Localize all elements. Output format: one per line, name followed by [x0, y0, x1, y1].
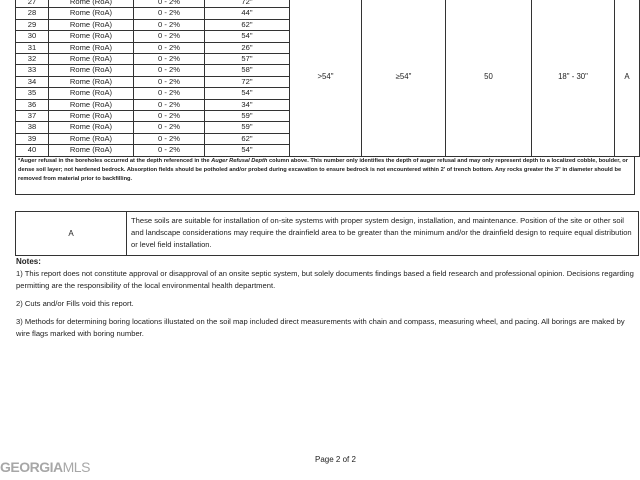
slope-cell: 0 - 2% — [134, 99, 205, 110]
refusal-depth-cell: 62" — [205, 133, 290, 144]
boring-number-cell: 34 — [16, 76, 49, 87]
soil-type-cell: Rome (RoA) — [49, 111, 134, 122]
slope-cell: 0 - 2% — [134, 133, 205, 144]
soil-type-cell: Rome (RoA) — [49, 88, 134, 99]
suitability-rating-table — [15, 211, 639, 256]
soil-type-cell: Rome (RoA) — [49, 133, 134, 144]
soil-type-cell: Rome (RoA) — [49, 0, 134, 8]
rating-grade: A — [16, 212, 127, 255]
refusal-depth-cell: 54" — [205, 145, 290, 156]
footnote-rest: column above. This number only identifies the depth of auger refusal and may only represent depth to a localized cobble, boulder, or dense soil layer; not hardened bedrock. Absorption fields should be potholed and/or probed during excavation to ensure bedrock is not encountered within 2' of trench bottom. Any rocks greater the 3" in diameter should be removed from material prior to backfilling. — [18, 158, 628, 182]
refusal-depth-cell: 26" — [205, 42, 290, 53]
refusal-depth-cell: 54" — [205, 88, 290, 99]
boring-table — [15, 0, 640, 157]
slope-cell: 0 - 2% — [134, 31, 205, 42]
notes-title: Notes: — [16, 257, 41, 266]
slope-cell: 0 - 2% — [134, 54, 205, 65]
refusal-depth-cell: 72" — [205, 76, 290, 87]
refusal-depth-cell: 59" — [205, 111, 290, 122]
merged-col6-cell: ≥54" — [362, 0, 446, 156]
soil-type-cell: Rome (RoA) — [49, 99, 134, 110]
soil-type-cell: Rome (RoA) — [49, 8, 134, 19]
soil-type-cell: Rome (RoA) — [49, 19, 134, 30]
boring-number-cell: 33 — [16, 65, 49, 76]
refusal-depth-cell: 62" — [205, 19, 290, 30]
slope-cell: 0 - 2% — [134, 0, 205, 8]
soil-type-cell: Rome (RoA) — [49, 122, 134, 133]
boring-number-cell: 40 — [16, 145, 49, 156]
soil-type-cell: Rome (RoA) — [49, 65, 134, 76]
refusal-depth-cell: 54" — [205, 31, 290, 42]
note-item: 2) Cuts and/or Fills void this report. — [16, 299, 134, 308]
soil-type-cell: Rome (RoA) — [49, 76, 134, 87]
merged-col5-cell: >54" — [290, 0, 362, 156]
slope-cell: 0 - 2% — [134, 111, 205, 122]
refusal-depth-cell: 57" — [205, 54, 290, 65]
boring-number-cell: 31 — [16, 42, 49, 53]
boring-number-cell: 28 — [16, 8, 49, 19]
note-item: 3) Methods for determining boring locations illustated on the soil map included direct measurements with chain and compass, measuring wheel, and pacing. All borings are maked by wire flags marked with boring number. — [16, 317, 625, 338]
note-item: 1) This report does not constitute approval or disapproval of an onsite septic system, but solely documents findings based a field research and professional opinion. Decisions regarding permitting are the responsibility of the local environmental health department. — [16, 269, 634, 290]
soil-type-cell: Rome (RoA) — [49, 54, 134, 65]
soil-type-cell: Rome (RoA) — [49, 42, 134, 53]
footnote-lead: *Auger refusal in the boreholes occurred at the depth referenced in the — [18, 158, 212, 164]
notes-section — [16, 256, 636, 346]
slope-cell: 0 - 2% — [134, 122, 205, 133]
boring-number-cell: 38 — [16, 122, 49, 133]
table-row — [16, 0, 640, 8]
slope-cell: 0 - 2% — [134, 8, 205, 19]
auger-refusal-footnote — [15, 157, 635, 195]
slope-cell: 0 - 2% — [134, 42, 205, 53]
soil-type-cell: Rome (RoA) — [49, 31, 134, 42]
boring-number-cell: 37 — [16, 111, 49, 122]
slope-cell: 0 - 2% — [134, 19, 205, 30]
boring-number-cell: 35 — [16, 88, 49, 99]
boring-number-cell: 27 — [16, 0, 49, 8]
merged-col7-cell: 50 — [446, 0, 532, 156]
boring-number-cell: 30 — [16, 31, 49, 42]
boring-number-cell: 36 — [16, 99, 49, 110]
logo-light: MLS — [62, 459, 90, 475]
refusal-depth-cell: 59" — [205, 122, 290, 133]
georgia-mls-logo — [0, 459, 90, 475]
logo-bold: GEORGIA — [0, 459, 63, 475]
boring-number-cell: 32 — [16, 54, 49, 65]
footnote-italic: Auger Refusal Depth — [211, 158, 268, 164]
refusal-depth-cell: 58" — [205, 65, 290, 76]
page-number: Page 2 of 2 — [315, 455, 356, 464]
merged-col9-cell: A — [615, 0, 640, 156]
boring-number-cell: 29 — [16, 19, 49, 30]
soil-type-cell: Rome (RoA) — [49, 145, 134, 156]
boring-number-cell: 39 — [16, 133, 49, 144]
refusal-depth-cell: 44" — [205, 8, 290, 19]
merged-col8-cell: 18" - 30" — [532, 0, 615, 156]
refusal-depth-cell: 72" — [205, 0, 290, 8]
slope-cell: 0 - 2% — [134, 65, 205, 76]
slope-cell: 0 - 2% — [134, 145, 205, 156]
refusal-depth-cell: 34" — [205, 99, 290, 110]
slope-cell: 0 - 2% — [134, 76, 205, 87]
rating-description: These soils are suitable for installation of on-site systems with proper system design, installation, and maintenance. Position of the site or other soil and landscape considerations may require the drainfield area to be greater than the minimum and/or the drainfield design to require equal distribution or level field installation. — [131, 216, 632, 249]
slope-cell: 0 - 2% — [134, 88, 205, 99]
